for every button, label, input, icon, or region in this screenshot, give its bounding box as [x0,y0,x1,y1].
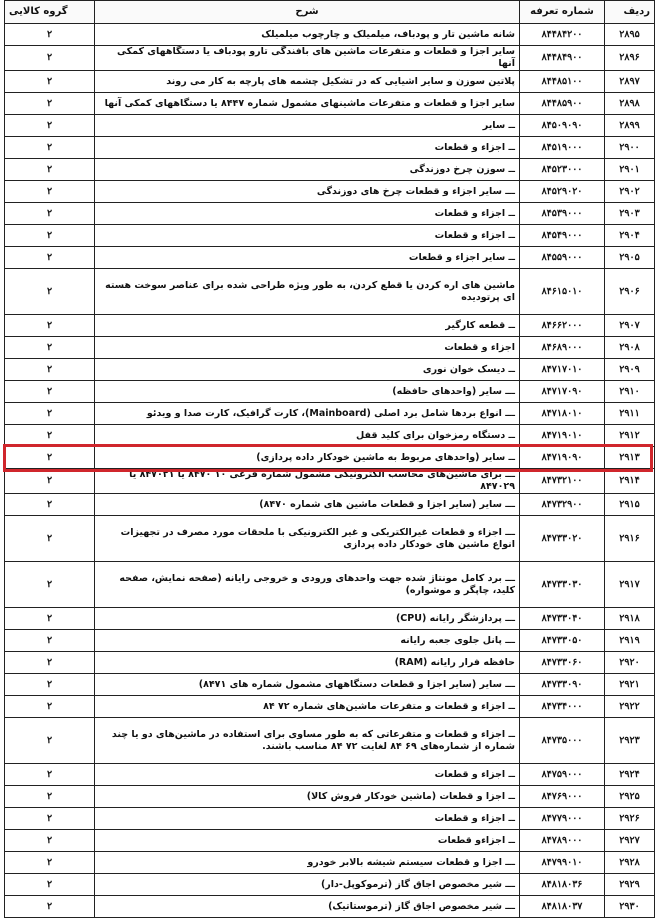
row-number-cell: ۲۹۱۶ [605,516,655,562]
table-row [5,696,655,718]
tariff-code-cell: ۸۴۷۳۳۰۳۰ [520,562,605,608]
tariff-code-cell: ۸۴۷۱۹۰۱۰ [520,425,605,447]
table-row [5,516,655,562]
row-number-cell: ۲۹۲۴ [605,764,655,786]
group-cell: ۲ [5,71,95,93]
group-cell: ۲ [5,137,95,159]
description-cell: ـــ سایر (سایر اجزا و قطعات دستگاههای مشمول شماره های ۸۴۷۱) [95,674,520,696]
table-row [5,447,655,469]
tariff-code-cell: ۸۴۷۳۳۰۴۰ [520,608,605,630]
table-row [5,652,655,674]
table-row [5,674,655,696]
row-number-cell: ۲۹۲۶ [605,808,655,830]
description-cell: ــ سایر (واحدهای مربوط به ماشین خودکار داده پردازی) [95,447,520,469]
group-cell: ۲ [5,562,95,608]
header-row [5,1,655,24]
description-cell: شانه ماشین تار و پودباف، میلمیلک و چارچوب میلمیلک [95,24,520,46]
description-cell: ــ اجزا و قطعات (ماشین خودکار فروش کالا) [95,786,520,808]
tariff-code-cell: ۸۴۷۹۹۰۱۰ [520,852,605,874]
row-number-cell: ۲۸۹۵ [605,24,655,46]
row-number-cell: ۲۹۰۲ [605,181,655,203]
row-number-cell: ۲۹۲۹ [605,874,655,896]
row-number-cell: ۲۹۱۰ [605,381,655,403]
row-number-cell: ۲۹۱۷ [605,562,655,608]
row-number-cell: ۲۹۰۰ [605,137,655,159]
group-cell: ۲ [5,852,95,874]
tariff-code-cell: ۸۴۷۳۴۰۰۰ [520,696,605,718]
description-cell: ــ سایر اجزاء و قطعات [95,247,520,269]
table-row [5,562,655,608]
group-cell: ۲ [5,696,95,718]
description-cell: سایر اجزا و قطعات و متفرعات ماشین های بافندگی تارو پودباف یا دستگاههای کمکی آنها [95,46,520,71]
tariff-code-cell: ۸۴۸۱۸۰۳۶ [520,874,605,896]
group-cell: ۲ [5,381,95,403]
group-cell: ۲ [5,630,95,652]
row-number-cell: ۲۹۲۷ [605,830,655,852]
group-cell: ۲ [5,247,95,269]
table-row [5,381,655,403]
description-cell: ــ اجزاء و قطعات [95,808,520,830]
row-number-cell: ۲۹۰۹ [605,359,655,381]
group-cell: ۲ [5,674,95,696]
group-cell: ۲ [5,494,95,516]
description-cell: ــ اجزاء و قطعات [95,203,520,225]
description-cell: ـــ پردازشگر رایانه (CPU) [95,608,520,630]
tariff-code-cell: ۸۴۴۸۵۹۰۰ [520,93,605,115]
table-row [5,808,655,830]
table-row [5,137,655,159]
row-number-cell: ۲۹۱۹ [605,630,655,652]
group-cell: ۲ [5,764,95,786]
table-row [5,181,655,203]
group-cell: ۲ [5,896,95,918]
table-row [5,403,655,425]
row-number-cell: ۲۹۰۱ [605,159,655,181]
description-cell: ــ قطعه کارگیر [95,315,520,337]
header-tariff-no: شماره تعرفه [520,1,605,24]
description-cell: ــ اجزاء و قطعات [95,225,520,247]
description-cell: ـــ سایر اجزاء و قطعات چرخ های دوزندگی [95,181,520,203]
group-cell: ۲ [5,115,95,137]
row-number-cell: ۲۹۲۸ [605,852,655,874]
table-row [5,764,655,786]
row-number-cell: ۲۹۱۸ [605,608,655,630]
row-number-cell: ۲۹۱۵ [605,494,655,516]
table-row [5,315,655,337]
description-cell: پلاتین سوزن و سایر اشیایی که در تشکیل چشمه های پارچه به کار می روند [95,71,520,93]
row-number-cell: ۲۹۳۰ [605,896,655,918]
description-cell: ـــ اجزاء و قطعات غیرالکتریکی و غیر الکترونیکی با ملحقات مورد مصرف در تجهیزات انواع ماشین های خودکار داده پردازی [95,516,520,562]
table-row [5,608,655,630]
tariff-code-cell: ۸۴۵۲۹۰۲۰ [520,181,605,203]
tariff-code-cell: ۸۴۷۳۵۰۰۰ [520,718,605,764]
description-cell: ـــ برد کامل مونتاژ شده جهت واحدهای ورودی و خروجی رایانه (صفحه نمایش، صفحه کلید، چاپگر و موشواره) [95,562,520,608]
tariff-code-cell: ۸۴۷۸۹۰۰۰ [520,830,605,852]
description-cell: ــ دیسک خوان نوری [95,359,520,381]
tariff-table [4,0,655,918]
description-cell: ــ اجزاء و قطعات [95,137,520,159]
tariff-code-cell: ۸۴۷۱۷۰۱۰ [520,359,605,381]
header-description: شرح [95,1,520,24]
table-row [5,469,655,494]
row-number-cell: ۲۸۹۹ [605,115,655,137]
table-row [5,494,655,516]
tariff-code-cell: ۸۴۷۳۳۰۲۰ [520,516,605,562]
tariff-code-cell: ۸۴۵۳۹۰۰۰ [520,203,605,225]
row-number-cell: ۲۹۰۷ [605,315,655,337]
description-cell: ــ دستگاه رمزخوان برای کلید قفل [95,425,520,447]
group-cell: ۲ [5,786,95,808]
description-cell: ـــ پانل جلوی جعبه رایانه [95,630,520,652]
description-cell: ـــ شیر مخصوص اجاق گاز (ترموکوپل-دار) [95,874,520,896]
tariff-code-cell: ۸۴۷۳۲۹۰۰ [520,494,605,516]
tariff-code-cell: ۸۴۵۲۳۰۰۰ [520,159,605,181]
description-cell: ـــ برای ماشین‌های محاسب الکترونیکی مشمول شماره فرعی ۱۰ ۸۴۷۰ یا ۸۴۷۰۲۱ یا ۸۴۷۰۲۹ [95,469,520,494]
row-number-cell: ۲۹۲۵ [605,786,655,808]
tariff-code-cell: ۸۴۷۳۲۱۰۰ [520,469,605,494]
description-cell: ـــ انواع بردها شامل برد اصلی (Mainboard)، کارت گرافیک، کارت صدا و ویدئو [95,403,520,425]
group-cell: ۲ [5,24,95,46]
table-row [5,269,655,315]
tariff-code-cell: ۸۴۶۶۲۰۰۰ [520,315,605,337]
table-row [5,852,655,874]
group-cell: ۲ [5,225,95,247]
tariff-code-cell: ۸۴۶۸۹۰۰۰ [520,337,605,359]
group-cell: ۲ [5,403,95,425]
description-cell: اجزاء و قطعات [95,337,520,359]
table-row [5,337,655,359]
row-number-cell: ۲۹۱۳ [605,447,655,469]
row-number-cell: ۲۹۲۱ [605,674,655,696]
tariff-code-cell: ۸۴۷۳۳۰۹۰ [520,674,605,696]
tariff-code-cell: ۸۴۷۱۷۰۹۰ [520,381,605,403]
tariff-code-cell: ۸۴۷۱۹۰۹۰ [520,447,605,469]
row-number-cell: ۲۸۹۸ [605,93,655,115]
table-row [5,425,655,447]
group-cell: ۲ [5,874,95,896]
row-number-cell: ۲۹۲۰ [605,652,655,674]
description-cell: ــ اجزاءو قطعات [95,830,520,852]
group-cell: ۲ [5,359,95,381]
table-row [5,247,655,269]
group-cell: ۲ [5,315,95,337]
group-cell: ۲ [5,46,95,71]
table-row [5,786,655,808]
group-cell: ۲ [5,718,95,764]
row-number-cell: ۲۹۲۲ [605,696,655,718]
description-cell: ــ اجزاء و قطعات [95,764,520,786]
description-cell: ــ سایر [95,115,520,137]
row-number-cell: ۲۹۱۱ [605,403,655,425]
table-row [5,203,655,225]
row-number-cell: ۲۹۲۳ [605,718,655,764]
row-number-cell: ۲۹۱۴ [605,469,655,494]
tariff-code-cell: ۸۴۷۳۳۰۵۰ [520,630,605,652]
table-row [5,874,655,896]
row-number-cell: ۲۹۰۵ [605,247,655,269]
description-cell: ــ اجزاء و قطعات و متفرعاتی که به طور مساوی برای استفاده در ماشین‌های دو یا چند شماره از شماره‌های ۶۹ ۸۴ لغایت ۷۲ ۸۴ مناسب باشند. [95,718,520,764]
group-cell: ۲ [5,516,95,562]
tariff-code-cell: ۸۴۷۷۹۰۰۰ [520,808,605,830]
table-row [5,896,655,918]
table-row [5,359,655,381]
group-cell: ۲ [5,608,95,630]
description-cell: حافظه فرار رایانه (RAM) [95,652,520,674]
tariff-code-cell: ۸۴۶۱۵۰۱۰ [520,269,605,315]
description-cell: ماشین های اره کردن یا قطع کردن، به طور ویژه طراحی شده برای عناصر سوخت هسته ای پرتودیده [95,269,520,315]
row-number-cell: ۲۹۱۲ [605,425,655,447]
table-row [5,24,655,46]
table-row [5,830,655,852]
tariff-code-cell: ۸۴۷۶۹۰۰۰ [520,786,605,808]
tariff-code-cell: ۸۴۴۸۵۱۰۰ [520,71,605,93]
tariff-code-cell: ۸۴۴۸۴۲۰۰ [520,24,605,46]
row-number-cell: ۲۹۰۶ [605,269,655,315]
tariff-code-cell: ۸۴۸۱۸۰۳۷ [520,896,605,918]
group-cell: ۲ [5,203,95,225]
description-cell: ـــ شیر مخصوص اجاق گاز (ترموستاتیک) [95,896,520,918]
tariff-code-cell: ۸۴۵۱۹۰۰۰ [520,137,605,159]
group-cell: ۲ [5,447,95,469]
description-cell: ـــ اجزا و قطعات سیستم شیشه بالابر خودرو [95,852,520,874]
group-cell: ۲ [5,830,95,852]
group-cell: ۲ [5,269,95,315]
description-cell: سایر اجزا و قطعات و متفرعات ماشینهای مشمول شماره ۸۴۴۷ یا دستگاههای کمکی آنها [95,93,520,115]
group-cell: ۲ [5,337,95,359]
tariff-code-cell: ۸۴۷۱۸۰۱۰ [520,403,605,425]
row-number-cell: ۲۹۰۳ [605,203,655,225]
table-row [5,159,655,181]
table-row [5,115,655,137]
table-row [5,93,655,115]
tariff-table-container [4,0,654,918]
group-cell: ۲ [5,181,95,203]
table-row [5,225,655,247]
description-cell: ـــ سایر (واحدهای حافظه) [95,381,520,403]
row-number-cell: ۲۸۹۶ [605,46,655,71]
tariff-code-cell: ۸۴۵۰۹۰۹۰ [520,115,605,137]
group-cell: ۲ [5,425,95,447]
tariff-code-cell: ۸۴۵۴۹۰۰۰ [520,225,605,247]
header-row-no: ردیف [605,1,655,24]
tariff-code-cell: ۸۴۴۸۴۹۰۰ [520,46,605,71]
table-body [5,24,655,918]
row-number-cell: ۲۹۰۴ [605,225,655,247]
table-row [5,71,655,93]
header-group: گروه کالایی [5,1,95,24]
table-row [5,630,655,652]
group-cell: ۲ [5,808,95,830]
tariff-code-cell: ۸۴۷۵۹۰۰۰ [520,764,605,786]
group-cell: ۲ [5,93,95,115]
tariff-code-cell: ۸۴۵۵۹۰۰۰ [520,247,605,269]
row-number-cell: ۲۹۰۸ [605,337,655,359]
row-number-cell: ۲۸۹۷ [605,71,655,93]
group-cell: ۲ [5,469,95,494]
description-cell: ــ اجزاء و قطعات و متفرعات ماشین‌های شماره ۷۲ ۸۴ [95,696,520,718]
description-cell: ــ سوزن چرخ دوزندگی [95,159,520,181]
table-row [5,718,655,764]
group-cell: ۲ [5,159,95,181]
group-cell: ۲ [5,652,95,674]
table-row [5,46,655,71]
tariff-code-cell: ۸۴۷۳۳۰۶۰ [520,652,605,674]
description-cell: ـــ سایر (سایر اجزا و قطعات ماشین های شماره ۸۴۷۰) [95,494,520,516]
